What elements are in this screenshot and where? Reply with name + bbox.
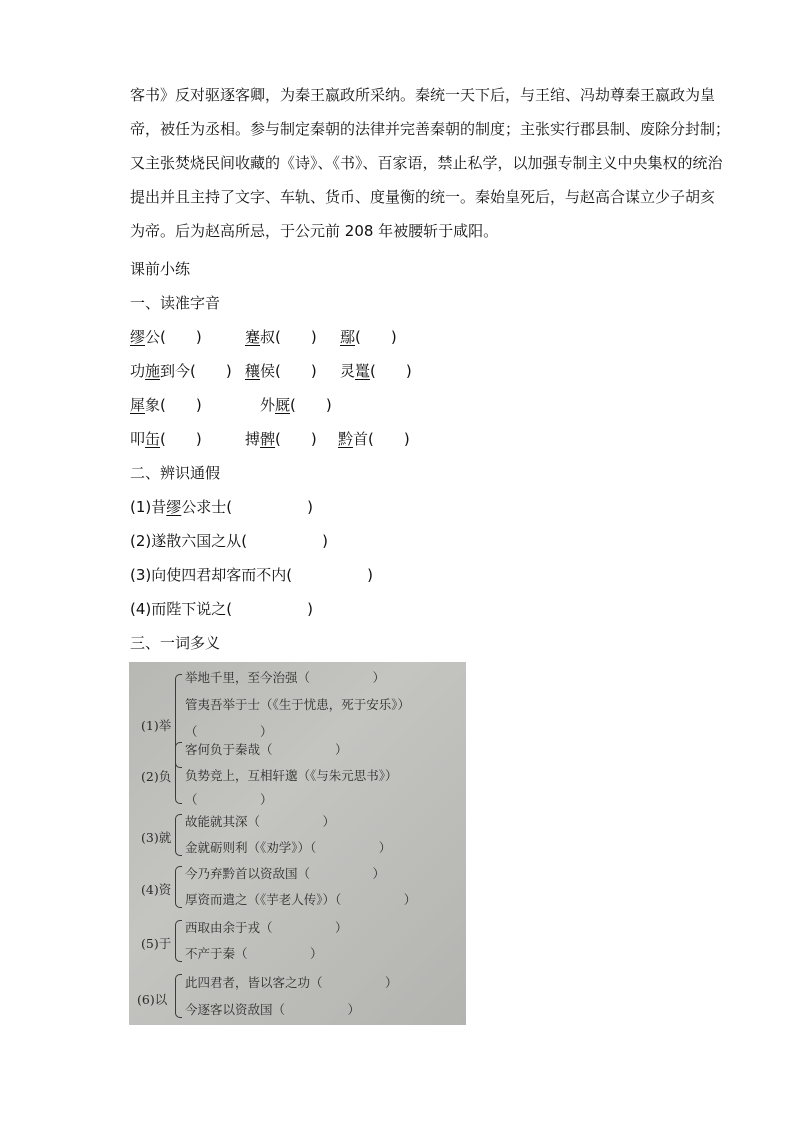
intro-line: 客书》反对驱逐客卿，为秦王嬴政所采纳。秦统一天下后，与王绾、冯劫尊秦王嬴政为皇 (130, 86, 716, 104)
pronunciation-item: 犀象( ) (130, 396, 202, 414)
group-label: (5)于 (141, 936, 172, 951)
group-label: (4)资 (141, 882, 172, 897)
pronunciation-item: 灵鼍( ) (340, 362, 412, 380)
polysemy-line: 不产于秦（ ） (185, 946, 323, 961)
intro-line: 为帝。后为赵高所忌，于公元前 208 年被腰斩于咸阳。 (130, 222, 499, 240)
brace-icon (175, 814, 182, 856)
polysemy-photo (129, 662, 466, 1025)
pronunciation-item: 蹇叔( ) (245, 328, 317, 346)
interchangeable-item: (1)昔缪公求士( ) (130, 498, 313, 516)
section3-title: 三、一词多义 (130, 634, 221, 652)
interchangeable-item: (3)向使四君却客而不内( ) (130, 566, 373, 584)
section1-title: 一、读准字音 (130, 294, 221, 312)
group-label: (1)举 (141, 718, 172, 733)
intro-paragraph (130, 78, 731, 248)
polysemy-line: 客何负于秦哉（ ） (185, 742, 348, 757)
polysemy-line: 负势竞上，互相轩邈（《与朱元思书》） (185, 768, 398, 783)
polysemy-line: （ ） (185, 724, 273, 739)
polysemy-line: 西取由余于戎（ ） (185, 920, 348, 935)
brace-icon (175, 974, 182, 1018)
polysemy-line: 今乃弃黔首以资敌国（ ） (185, 866, 386, 881)
polysemy-line: 金就砺则利（《劝学》）（ ） (185, 840, 392, 855)
polysemy-line: 故能就其深（ ） (185, 814, 336, 829)
interchangeable-item: (4)而陛下说之( ) (130, 600, 313, 618)
group-label: (2)负 (141, 769, 172, 784)
polysemy-line: （ ） (185, 792, 273, 807)
pronunciation-item: 搏髀( ) (245, 430, 317, 448)
intro-line: 提出并且主持了文字、车轨、货币、度量衡的统一。秦始皇死后，与赵高合谋立少子胡亥 (130, 188, 716, 206)
group-label: (3)就 (141, 830, 172, 845)
pronunciation-item: 缪公( ) (130, 328, 202, 346)
intro-line: 又主张焚烧民间收藏的《诗》、《书》、百家语，禁止私学，以加强专制主义中央集权的统治 (130, 154, 723, 172)
polysemy-line: 厚资而遣之（《芋老人传》）（ ） (185, 892, 417, 907)
pronunciation-item: 功施到今( ) (130, 362, 232, 380)
polysemy-line: 此四君者，皆以客之功（ ） (185, 975, 398, 990)
pronunciation-item: 穰侯( ) (245, 362, 317, 380)
brace-icon (175, 920, 182, 962)
intro-line: 帝，被任为丞相。参与制定秦朝的法律并完善秦朝的制度；主张实行郡县制、废除分封制； (130, 120, 731, 138)
pronunciation-item: 外厩( ) (260, 396, 332, 414)
brace-icon (175, 742, 182, 804)
pronunciation-item: 鄢( ) (340, 328, 397, 346)
polysemy-line: 管夷吾举于士（《生于忧患，死于安乐》） (185, 697, 411, 712)
brace-icon (175, 866, 182, 908)
polysemy-line: 今逐客以资敌国（ ） (185, 1002, 361, 1017)
interchangeable-item: (2)遂散六国之从( ) (130, 532, 328, 550)
practice-title: 课前小练 (130, 260, 191, 278)
pronunciation-item: 叩缶( ) (130, 430, 202, 448)
group-label: (6)以 (137, 992, 168, 1007)
pronunciation-item: 黔首( ) (338, 430, 410, 448)
polysemy-line: 举地千里，至今治强（ ） (185, 670, 386, 685)
section2-title: 二、辨识通假 (130, 464, 221, 482)
